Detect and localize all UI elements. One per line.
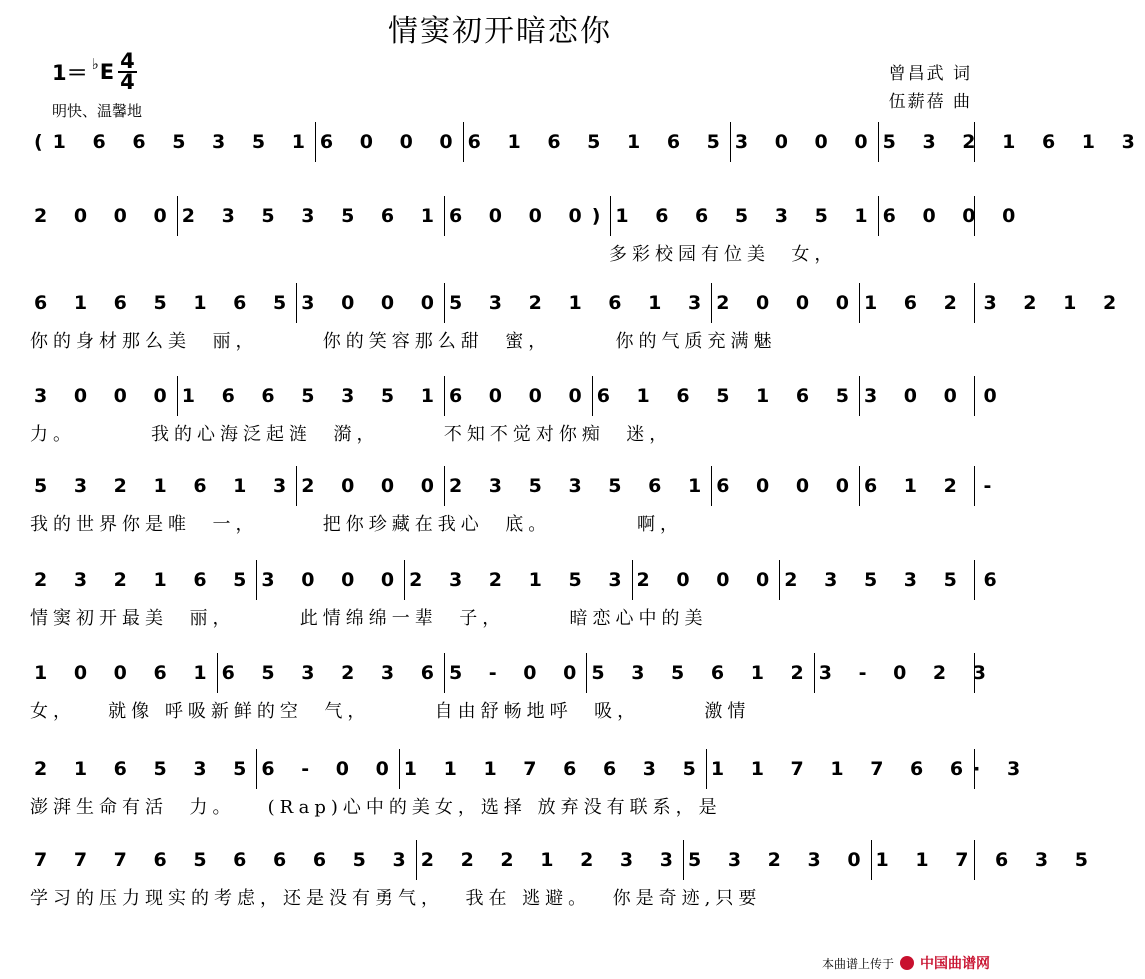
measure: 3 0 0 0: [301, 292, 444, 314]
notation-line: [30, 466, 1002, 506]
measure: 2 3 5 3 5 6 1: [448, 475, 712, 497]
time-signature: [118, 49, 137, 94]
lyric-line: 力。 我的心海泛起涟 漪， 不知不觉对你痴 迷，: [30, 424, 673, 445]
notation-line: [30, 122, 1145, 162]
site-name: 中国曲谱网: [920, 956, 990, 972]
measure: 1 1 7 1 7 6 6· 3: [710, 758, 1031, 780]
measure: 3 0 0 0: [734, 131, 878, 153]
measure: 5 3 2 3 0: [687, 849, 871, 871]
measure: 1 6 2 3 2 1 2: [863, 292, 1127, 314]
measure: 6 1 6 5 1 6 5: [467, 131, 730, 153]
lyric-line: 你的身材那么美 丽， 你的笑容那么甜 蜜， 你的气质充满魅: [30, 331, 777, 352]
measure: 2 0 0 0: [716, 292, 859, 314]
measure: 6 0 0 0: [448, 385, 592, 407]
measure: 6 1 6 5 1 6 5: [596, 385, 859, 407]
credits: [889, 60, 972, 116]
flat-icon: ♭: [91, 55, 99, 73]
bar-line: [974, 376, 975, 416]
bar-line: [974, 653, 975, 693]
key-letter: E: [99, 60, 115, 84]
lyric-line: [30, 166, 975, 194]
measure: 6 - 0 0: [261, 758, 399, 780]
score-row: [30, 283, 1127, 363]
measure: 1 0 0 6 1: [34, 662, 217, 684]
score-row: [30, 749, 1031, 829]
lyric-line: 学习的压力现实的考虑，还是没有勇气， 我在 逃避。 你是奇迹,只要: [30, 888, 762, 909]
measure: 5 3 2 1 6 1 3: [34, 475, 297, 497]
measure: 2 3 5 3 5 6 1: [181, 205, 444, 227]
measure: 1 1 7 6 3 5: [875, 849, 1098, 871]
composer-credit: 伍薪蓓 曲: [888, 92, 972, 112]
measure: 3 0 0 0: [34, 385, 177, 407]
measure: 2 0 0 0: [34, 205, 177, 227]
measure: 3 0 0 0: [261, 569, 405, 591]
score-row: [30, 560, 1007, 640]
notation-line: [30, 560, 1007, 600]
site-logo-icon: [900, 956, 914, 970]
lyric-line: 多彩校园有位美 女，: [30, 244, 838, 265]
measure: 5 3 5 6 1 2: [591, 662, 814, 684]
bar-line: [974, 749, 975, 789]
footer: [822, 953, 990, 973]
lyric-line: 女， 就像 呼吸新鲜的空 气， 自由舒畅地呼 吸， 激情: [30, 701, 751, 722]
notation-line: [30, 749, 1031, 789]
notation-line: [30, 376, 1007, 416]
measure: 2 0 0 0: [636, 569, 780, 591]
measure: 5 - 0 0: [448, 662, 587, 684]
tempo-marking: 明快、温馨地: [52, 102, 143, 120]
bar-line: [974, 122, 975, 162]
song-title: 情窦初开暗恋你: [388, 14, 612, 49]
measure: 6 5 3 2 3 6: [221, 662, 444, 684]
measure: 3 0 0 0: [863, 385, 1007, 407]
key-signature: [52, 50, 137, 94]
score-row: [30, 122, 1145, 202]
measure: (1 6 6 5 3 5 1: [34, 131, 315, 153]
score-row: [30, 376, 1007, 456]
measure: 1 6 6 5 3 5 1: [181, 385, 444, 407]
bar-line: [974, 560, 975, 600]
measure: 7 7 7 6 5 6 6 6 5 3: [34, 849, 416, 871]
measure: 5 3 2 1 6 1 3: [882, 131, 1145, 153]
measure: 2 1 6 5 3 5: [34, 758, 257, 780]
measure: 3 - 0 2 3: [818, 662, 996, 684]
measure: 6 0 0 0: [716, 475, 859, 497]
score-row: [30, 466, 1002, 546]
measure: 6 0 0 0: [882, 205, 1026, 227]
measure: 6 0 0 0: [319, 131, 463, 153]
measure: 1 6 6 5 3 5 1: [615, 205, 878, 227]
bar-line: [974, 283, 975, 323]
bar-line: [974, 840, 975, 880]
measure: 2 2 2 1 2 3 3: [420, 849, 683, 871]
bar-line: [974, 466, 975, 506]
measure: 2 0 0 0: [301, 475, 444, 497]
score-row: [30, 840, 1098, 920]
measure: 1 1 1 7 6 6 3 5: [403, 758, 706, 780]
measure: 6 0 0 0): [448, 205, 611, 227]
notation-line: [30, 196, 1026, 236]
notation-line: [30, 840, 1098, 880]
measure: 2 3 2 1 5 3: [409, 569, 632, 591]
measure: 5 3 2 1 6 1 3: [448, 292, 712, 314]
measure: 2 3 2 1 6 5: [34, 569, 257, 591]
notation-line: [30, 653, 996, 693]
measure: 6 1 6 5 1 6 5: [34, 292, 297, 314]
key-prefix: 1＝: [52, 61, 88, 85]
bar-line: [974, 196, 975, 236]
score-row: [30, 653, 996, 733]
lyric-line: 澎湃生命有活 力。 (Rap)心中的美女，选择 放弃没有联系，是: [30, 797, 722, 818]
time-top: 4: [120, 49, 135, 73]
lyric-line: 情窦初开最美 丽， 此情绵绵一辈 子， 暗恋心中的美: [30, 608, 708, 629]
lyric-line: 我的世界你是唯 一， 把你珍藏在我心 底。 啊，: [30, 514, 683, 535]
lyricist-credit: 曾昌武 词: [888, 64, 972, 84]
measure: 2 3 5 3 5 6: [784, 569, 1007, 591]
score-row: [30, 196, 1026, 276]
measure: 6 1 2 -: [863, 475, 1002, 497]
footer-text: 本曲谱上传于: [821, 956, 894, 971]
time-bottom: 4: [120, 70, 135, 94]
notation-line: [30, 283, 1127, 323]
